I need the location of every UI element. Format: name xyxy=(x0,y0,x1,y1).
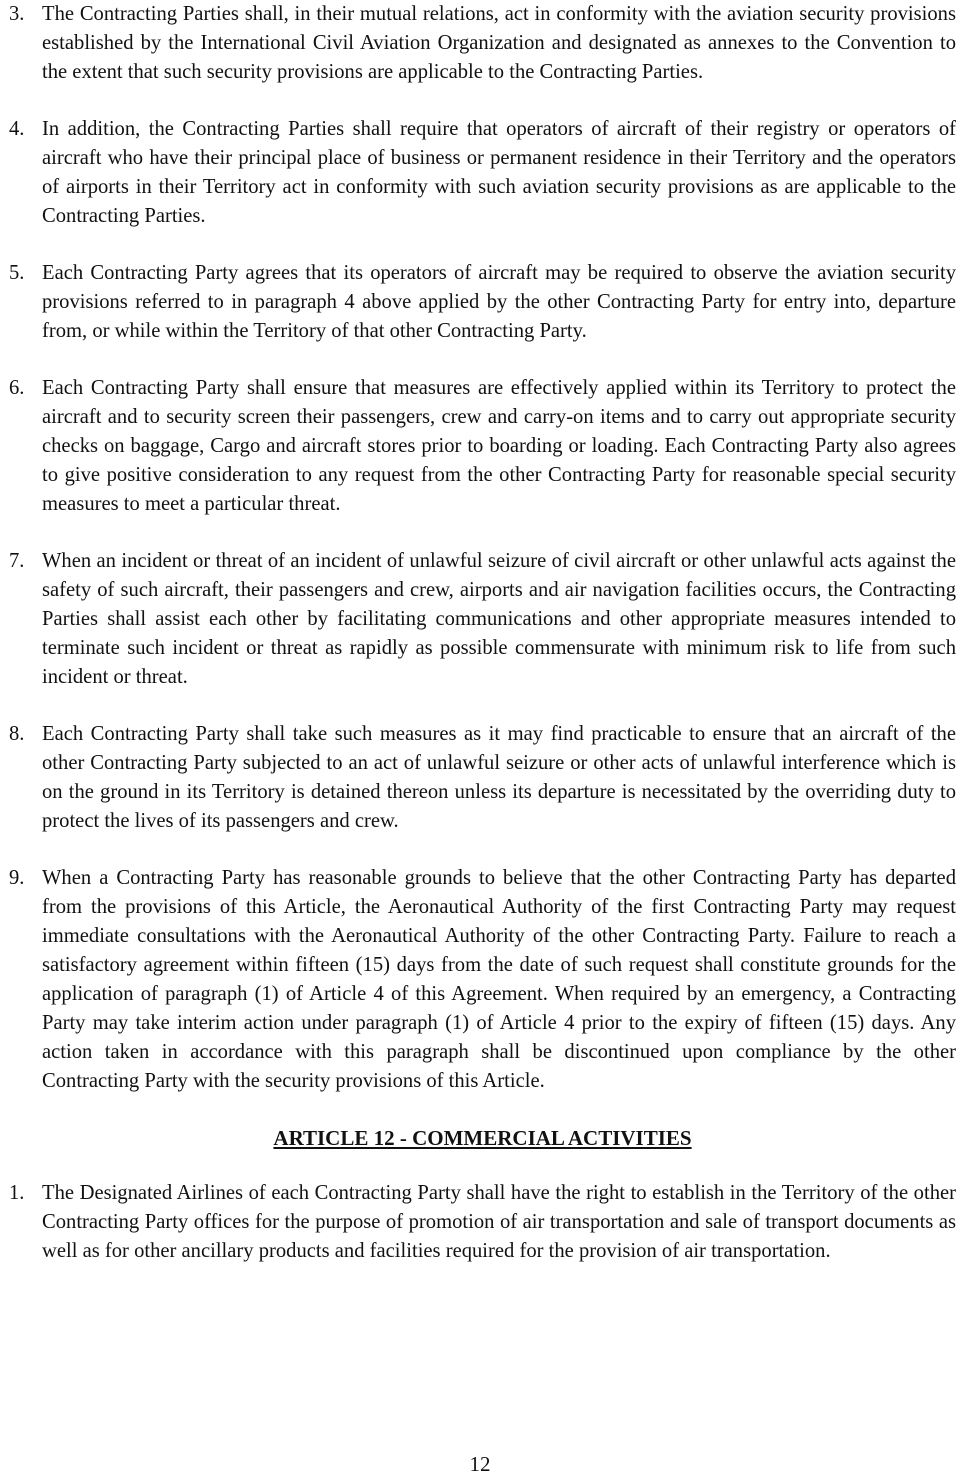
paragraph-number: 6. xyxy=(9,377,25,399)
paragraph-number: 4. xyxy=(9,118,25,140)
paragraph-number: 5. xyxy=(9,262,25,284)
paragraph-number: 8. xyxy=(9,723,25,745)
paragraph-text: Each Contracting Party agrees that its operators of aircraft may be required to observe the aviation security provisions referred to in paragraph 4 above applied by the other Contracting Party for entry into, departure from, or while within the Territory of that other Contracting Party. xyxy=(42,262,956,342)
paragraph-8 xyxy=(9,720,956,836)
article-heading: ARTICLE 12 - COMMERCIAL ACTIVITIES xyxy=(273,1126,692,1150)
paragraph-number: 9. xyxy=(9,867,25,889)
paragraph-3 xyxy=(9,0,956,87)
paragraph-text: When an incident or threat of an incident of unlawful seizure of civil aircraft or other unlawful acts against the safety of such aircraft, their passengers and crew, airports and air navigation facilities occurs, the Contracting Parties shall assist each other by facilitating communications and other appropriate measures intended to terminate such incident or threat as rapidly as possible commensurate with minimum risk to life from such incident or threat. xyxy=(42,550,956,688)
paragraph-4 xyxy=(9,115,956,231)
paragraph-number: 3. xyxy=(9,3,25,25)
paragraph-text: In addition, the Contracting Parties shall require that operators of aircraft of their registry or operators of aircraft who have their principal place of business or permanent residence in their Territory and the operators of airports in their Territory act in conformity with such aviation security provisions as are applicable to the Contracting Parties. xyxy=(42,118,956,227)
paragraph-text: Each Contracting Party shall ensure that measures are effectively applied within its Territory to protect the aircraft and to security screen their passengers, crew and carry-on items and to carry out appropriate security checks on baggage, Cargo and aircraft stores prior to boarding or loading. Each Contracting Party also agrees to give positive consideration to any request from the other Contracting Party for reasonable special security measures to meet a particular threat. xyxy=(42,377,956,515)
article-paragraph-1 xyxy=(9,1179,956,1266)
paragraph-5 xyxy=(9,259,956,346)
paragraph-number: 7. xyxy=(9,550,25,572)
paragraph-9 xyxy=(9,864,956,1096)
paragraph-text: When a Contracting Party has reasonable grounds to believe that the other Contracting Party has departed from the provisions of this Article, the Aeronautical Authority of the first Contracting Party may request immediate consultations with the Aeronautical Authority of the other Contracting Party. Failure to reach a satisfactory agreement within fifteen (15) days from the date of such request shall constitute grounds for the application of paragraph (1) of Article 4 of this Agreement. When required by an emergency, a Contracting Party may take interim action under paragraph (1) of Article 4 prior to the expiry of fifteen (15) days. Any action taken in accordance with this paragraph shall be discontinued upon compliance by the other Contracting Party with the security provisions of this Article. xyxy=(42,867,956,1092)
paragraph-number: 1. xyxy=(9,1182,25,1204)
paragraph-text: The Contracting Parties shall, in their mutual relations, act in conformity with the aviation security provisions established by the International Civil Aviation Organization and designated as annexes to the Convention to the extent that such security provisions are applicable to the Contracting Parties. xyxy=(42,3,956,83)
page-number: 12 xyxy=(469,1452,491,1476)
paragraph-7 xyxy=(9,547,956,692)
paragraph-text: Each Contracting Party shall take such measures as it may find practicable to ensure that an aircraft of the other Contracting Party subjected to an act of unlawful seizure or other acts of unlawful interference which is on the ground in its Territory is detained thereon unless its departure is necessitated by the overriding duty to protect the lives of its passengers and crew. xyxy=(42,723,956,832)
paragraph-text: The Designated Airlines of each Contracting Party shall have the right to establish in the Territory of the other Contracting Party offices for the purpose of promotion of air transportation and sale of transport documents as well as for other ancillary products and facilities required for the provision of air transportation. xyxy=(42,1182,956,1262)
paragraph-6 xyxy=(9,374,956,519)
